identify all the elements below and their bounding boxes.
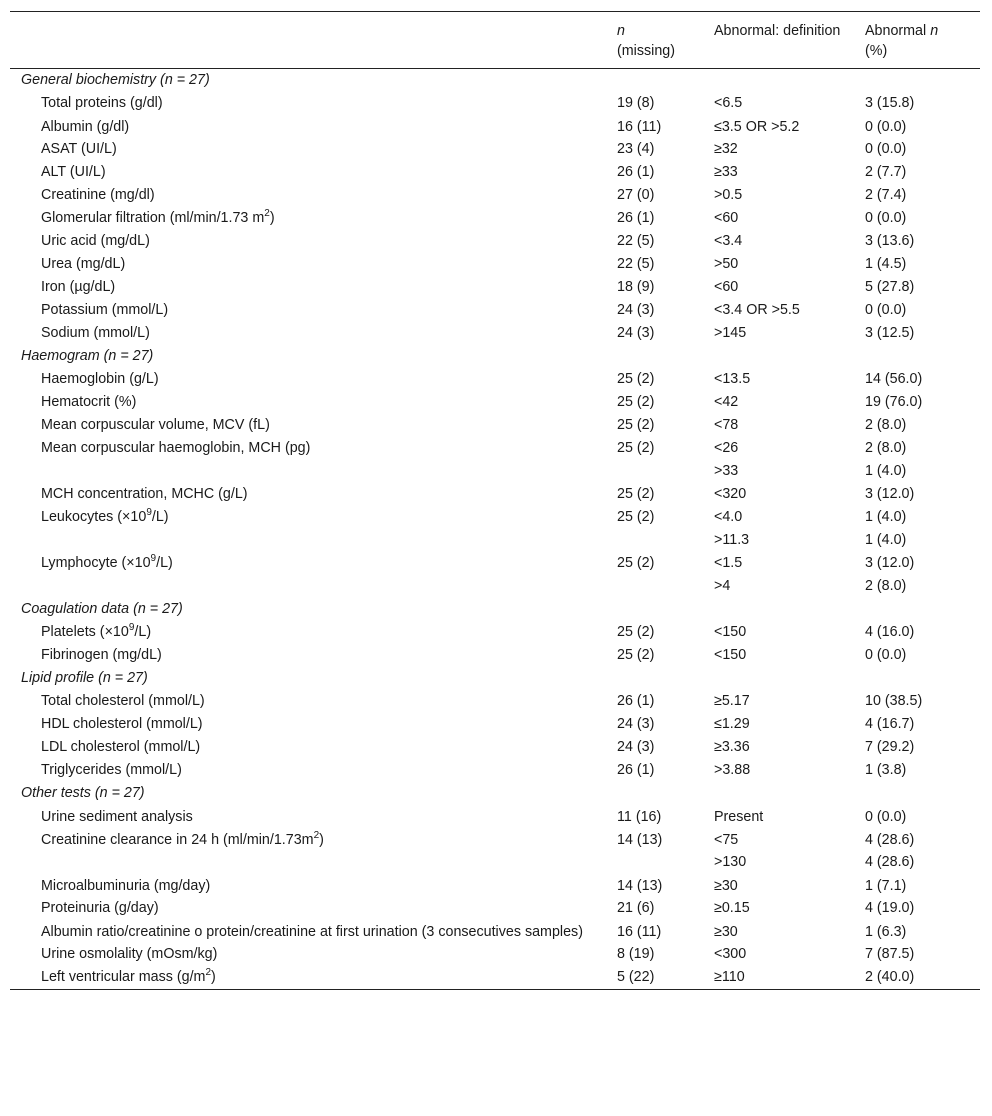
row-label [10, 874, 611, 897]
abnormal-pct-cell: 4 (28.6) [865, 854, 915, 870]
row-label-text: Urine sediment analysis [41, 809, 193, 825]
abnormal-pct-cell: 2 (8.0) [865, 440, 907, 456]
abnormal-pct-cell: 3 (12.0) [865, 486, 915, 502]
table-row [10, 529, 980, 552]
table-row [10, 230, 980, 253]
definition-cell: >145 [714, 325, 747, 341]
row-label [10, 552, 611, 575]
definition-cell: <13.5 [714, 371, 751, 387]
n-missing-cell: 14 (13) [617, 832, 663, 848]
row-label-suffix: /L) [156, 555, 173, 571]
abnormal-pct-cell: 14 (56.0) [865, 371, 923, 387]
table-row [10, 713, 980, 736]
abnormal-pct-cell: 1 (7.1) [865, 878, 907, 894]
table-body [10, 69, 980, 990]
n-missing-cell: 18 (9) [617, 279, 655, 295]
definition-cell: ≥0.15 [714, 900, 750, 916]
n-missing-cell: 14 (13) [617, 878, 663, 894]
table-row [10, 805, 980, 828]
definition-cell: <3.4 [714, 233, 743, 249]
row-label-text: Left ventricular mass (g/m [41, 969, 206, 985]
abnormal-pct-cell: 4 (19.0) [865, 900, 915, 916]
abnormal-pct-cell: 5 (27.8) [865, 279, 915, 295]
row-label [10, 161, 611, 184]
row-label-text: Urea (mg/dL) [41, 256, 126, 272]
n-missing-cell: 26 (1) [617, 210, 655, 226]
header-abnormal: Abnormal [865, 23, 927, 39]
n-missing-cell [611, 460, 708, 483]
table-row [10, 874, 980, 897]
table-row [10, 621, 980, 644]
abnormal-pct-cell: 2 (7.4) [865, 187, 907, 203]
row-label [10, 276, 611, 299]
table-row [10, 276, 980, 299]
table-row [10, 138, 980, 161]
row-label-text: Mean corpuscular haemoglobin, MCH (pg) [41, 440, 311, 456]
row-label-text: MCH concentration, MCHC (g/L) [41, 486, 248, 502]
header-definition: Abnormal: definition [708, 12, 859, 69]
definition-cell: <42 [714, 394, 739, 410]
n-missing-cell: 27 (0) [617, 187, 655, 203]
row-label [10, 322, 611, 345]
n-missing-cell: 11 (16) [617, 809, 662, 825]
table-row [10, 575, 980, 598]
table-row [10, 391, 980, 414]
row-label-text: Creatinine (mg/dl) [41, 187, 155, 203]
row-label [10, 184, 611, 207]
table-row [10, 322, 980, 345]
row-label [10, 621, 611, 644]
table-row [10, 207, 980, 230]
header-n-missing [611, 12, 708, 69]
section-row [10, 345, 980, 368]
row-label [10, 575, 611, 598]
abnormal-pct-cell: 0 (0.0) [865, 647, 907, 663]
n-missing-cell: 23 (4) [617, 141, 655, 157]
row-label-text: Glomerular filtration (ml/min/1.73 m [41, 210, 265, 226]
n-missing-cell: 8 (19) [617, 946, 655, 962]
definition-cell: >3.88 [714, 762, 751, 778]
definition-cell: <6.5 [714, 95, 743, 111]
row-label-text: Mean corpuscular volume, MCV (fL) [41, 417, 270, 433]
row-label [10, 506, 611, 529]
row-label-superscript: 2 [205, 967, 212, 979]
row-label-text: Urine osmolality (mOsm/kg) [41, 946, 218, 962]
abnormal-pct-cell: 7 (87.5) [865, 946, 915, 962]
table-row [10, 506, 980, 529]
definition-cell: ≥5.17 [714, 693, 750, 709]
row-label-text: Platelets (×10 [41, 624, 129, 640]
table-header [10, 12, 980, 69]
table-row [10, 690, 980, 713]
definition-cell: <150 [714, 647, 747, 663]
table-row [10, 759, 980, 782]
abnormal-pct-cell: 1 (3.8) [865, 762, 907, 778]
table-row [10, 92, 980, 115]
n-missing-cell: 26 (1) [617, 693, 655, 709]
definition-cell: ≤1.29 [714, 716, 750, 732]
n-missing-cell: 25 (2) [617, 647, 655, 663]
row-label [10, 943, 611, 966]
definition-cell: ≥32 [714, 141, 738, 157]
header-missing: (missing) [617, 43, 675, 59]
n-missing-cell [611, 529, 708, 552]
row-label-suffix: ) [319, 832, 324, 848]
abnormal-pct-cell: 4 (28.6) [865, 832, 915, 848]
row-label-text: Proteinuria (g/day) [41, 900, 159, 916]
table-row [10, 115, 980, 138]
abnormal-pct-cell: 10 (38.5) [865, 693, 923, 709]
definition-cell: ≥30 [714, 924, 738, 940]
n-missing-cell [611, 575, 708, 598]
abnormal-pct-cell: 0 (0.0) [865, 119, 907, 135]
table-row [10, 943, 980, 966]
definition-cell: <78 [714, 417, 739, 433]
section-title: Haemogram (n = 27) [21, 348, 154, 364]
definition-cell: <300 [714, 946, 747, 962]
table-row [10, 299, 980, 322]
row-label-suffix: ) [211, 969, 216, 985]
row-label-superscript: 2 [313, 830, 320, 842]
abnormal-pct-cell: 4 (16.7) [865, 716, 915, 732]
definition-cell: ≥33 [714, 164, 738, 180]
row-label-text: Albumin (g/dl) [41, 119, 130, 135]
n-missing-cell: 19 (8) [617, 95, 655, 111]
n-missing-cell: 25 (2) [617, 417, 655, 433]
section-title: General biochemistry (n = 27) [21, 72, 210, 88]
row-label [10, 690, 611, 713]
row-label-suffix: ) [269, 210, 275, 226]
header-n: n [617, 23, 625, 39]
section-row [10, 598, 980, 621]
row-label-text: Uric acid (mg/dL) [41, 233, 150, 249]
n-missing-cell: 25 (2) [617, 555, 655, 571]
definition-cell: <26 [714, 440, 739, 456]
row-label-text: Triglycerides (mmol/L) [41, 762, 182, 778]
row-label-text: Iron (µg/dL) [41, 279, 116, 295]
definition-cell: >33 [714, 463, 739, 479]
results-table [10, 11, 980, 990]
definition-cell: >4 [714, 578, 731, 594]
section-title: Coagulation data (n = 27) [21, 601, 183, 617]
table-row [10, 437, 980, 460]
definition-cell: ≥110 [708, 966, 859, 990]
definition-cell: >130 [714, 854, 747, 870]
row-label-suffix: /L) [134, 624, 152, 640]
definition-cell: >50 [714, 256, 739, 272]
definition-cell: <1.5 [714, 555, 743, 571]
abnormal-pct-cell: 3 (15.8) [865, 95, 915, 111]
section-row [10, 667, 980, 690]
row-label-suffix: /L) [151, 509, 169, 525]
n-missing-cell: 26 (1) [617, 762, 655, 778]
definition-cell: ≤3.5 OR >5.2 [714, 119, 800, 135]
row-label [10, 253, 611, 276]
row-label [10, 828, 611, 851]
table-row [10, 161, 980, 184]
n-missing-cell: 25 (2) [617, 440, 655, 456]
definition-cell: ≥3.36 [714, 739, 750, 755]
table-row [10, 644, 980, 667]
header-pct: (%) [865, 43, 888, 59]
row-label [10, 529, 611, 552]
row-label-text: Fibrinogen (mg/dL) [41, 647, 162, 663]
row-label-text: Albumin ratio/creatinine o protein/creatinine at first urination (3 consecutives samples) [41, 924, 583, 940]
abnormal-pct-cell: 2 (7.7) [865, 164, 907, 180]
n-missing-cell: 21 (6) [617, 900, 655, 916]
abnormal-pct-cell: 3 (13.6) [865, 233, 915, 249]
row-label-text: Hematocrit (%) [41, 394, 137, 410]
table-row [10, 736, 980, 759]
table-row [10, 460, 980, 483]
table-row [10, 897, 980, 920]
row-label [10, 207, 611, 230]
abnormal-pct-cell: 3 (12.5) [865, 325, 915, 341]
header-empty [10, 12, 611, 69]
abnormal-pct-cell: 0 (0.0) [865, 210, 907, 226]
row-label [10, 897, 611, 920]
header-abnormal-n: n [930, 23, 939, 39]
n-missing-cell: 24 (3) [617, 716, 655, 732]
definition-cell: <3.4 OR >5.5 [714, 302, 800, 318]
abnormal-pct-cell: 1 (4.0) [865, 532, 907, 548]
n-missing-cell: 22 (5) [617, 233, 655, 249]
abnormal-pct-cell: 1 (4.0) [865, 509, 907, 525]
row-label-superscript: 9 [128, 622, 135, 634]
n-missing-cell: 26 (1) [617, 164, 655, 180]
table-row [10, 184, 980, 207]
definition-cell: <320 [714, 486, 747, 502]
row-label-text: Sodium (mmol/L) [41, 325, 150, 341]
row-label [10, 391, 611, 414]
n-missing-cell: 22 (5) [617, 256, 655, 272]
definition-cell: <60 [714, 210, 739, 226]
row-label-text: Creatinine clearance in 24 h (ml/min/1.73m [41, 832, 314, 848]
n-missing-cell: 25 (2) [617, 394, 655, 410]
section-row [10, 69, 980, 93]
abnormal-pct-cell: 1 (4.5) [865, 256, 907, 272]
abnormal-pct-cell: 2 (8.0) [865, 578, 907, 594]
definition-cell: <4.0 [714, 509, 743, 525]
n-missing-cell: 25 (2) [617, 486, 655, 502]
row-label-text: Total proteins (g/dl) [41, 95, 163, 111]
abnormal-pct-cell: 19 (76.0) [865, 394, 923, 410]
row-label [10, 460, 611, 483]
section-title: Other tests (n = 27) [21, 785, 145, 801]
row-label-text: ASAT (UI/L) [41, 141, 117, 157]
row-label [10, 368, 611, 391]
definition-cell: <60 [714, 279, 739, 295]
row-label [10, 138, 611, 161]
row-label [10, 437, 611, 460]
row-label [10, 966, 611, 990]
row-label [10, 759, 611, 782]
row-label-superscript: 9 [150, 553, 157, 565]
table-row [10, 552, 980, 575]
n-missing-cell: 24 (3) [617, 302, 655, 318]
row-label [10, 414, 611, 437]
n-missing-cell: 25 (2) [617, 509, 655, 525]
table-row [10, 253, 980, 276]
table-row [10, 851, 980, 874]
section-row [10, 782, 980, 805]
abnormal-pct-cell: 4 (16.0) [865, 624, 915, 640]
n-missing-cell: 5 (22) [611, 966, 708, 990]
row-label-superscript: 2 [264, 208, 270, 220]
definition-cell: >0.5 [714, 187, 743, 203]
row-label-text: ALT (UI/L) [41, 164, 106, 180]
n-missing-cell: 25 (2) [617, 371, 655, 387]
abnormal-pct-cell: 3 (12.0) [865, 555, 915, 571]
row-label [10, 230, 611, 253]
n-missing-cell: 16 (11) [617, 119, 662, 135]
row-label [10, 299, 611, 322]
table-row [10, 920, 980, 943]
n-missing-cell [611, 851, 708, 874]
definition-cell: >11.3 [714, 532, 750, 548]
abnormal-pct-cell: 1 (4.0) [865, 463, 907, 479]
row-label-text: Microalbuminuria (mg/day) [41, 878, 211, 894]
n-missing-cell: 25 (2) [617, 624, 655, 640]
n-missing-cell: 24 (3) [617, 739, 655, 755]
definition-cell: Present [714, 809, 764, 825]
row-label [10, 483, 611, 506]
row-label-text: HDL cholesterol (mmol/L) [41, 716, 203, 732]
row-label [10, 736, 611, 759]
row-label-text: Lymphocyte (×10 [41, 555, 151, 571]
row-label [10, 851, 611, 874]
abnormal-pct-cell: 2 (40.0) [859, 966, 980, 990]
table-row [10, 483, 980, 506]
abnormal-pct-cell: 7 (29.2) [865, 739, 915, 755]
row-label [10, 805, 611, 828]
row-label [10, 92, 611, 115]
row-label-text: Potassium (mmol/L) [41, 302, 169, 318]
definition-cell: <75 [714, 832, 739, 848]
row-label-text: Leukocytes (×10 [41, 509, 147, 525]
definition-cell: <150 [714, 624, 747, 640]
row-label-text: LDL cholesterol (mmol/L) [41, 739, 201, 755]
table-row [10, 414, 980, 437]
table-row [10, 828, 980, 851]
row-label-text: Haemoglobin (g/L) [41, 371, 159, 387]
section-title: Lipid profile (n = 27) [21, 670, 148, 686]
row-label [10, 644, 611, 667]
row-label-superscript: 9 [146, 507, 152, 519]
n-missing-cell: 24 (3) [617, 325, 655, 341]
abnormal-pct-cell: 0 (0.0) [865, 809, 907, 825]
row-label [10, 920, 611, 943]
abnormal-pct-cell: 1 (6.3) [865, 924, 907, 940]
row-label [10, 115, 611, 138]
row-label-text: Total cholesterol (mmol/L) [41, 693, 205, 709]
n-missing-cell: 16 (11) [617, 924, 662, 940]
row-label [10, 713, 611, 736]
abnormal-pct-cell: 0 (0.0) [865, 302, 907, 318]
table-row [10, 368, 980, 391]
header-abnormal-pct [859, 12, 980, 69]
abnormal-pct-cell: 2 (8.0) [865, 417, 907, 433]
abnormal-pct-cell: 0 (0.0) [865, 141, 907, 157]
definition-cell: ≥30 [714, 878, 738, 894]
table-row [10, 966, 980, 990]
